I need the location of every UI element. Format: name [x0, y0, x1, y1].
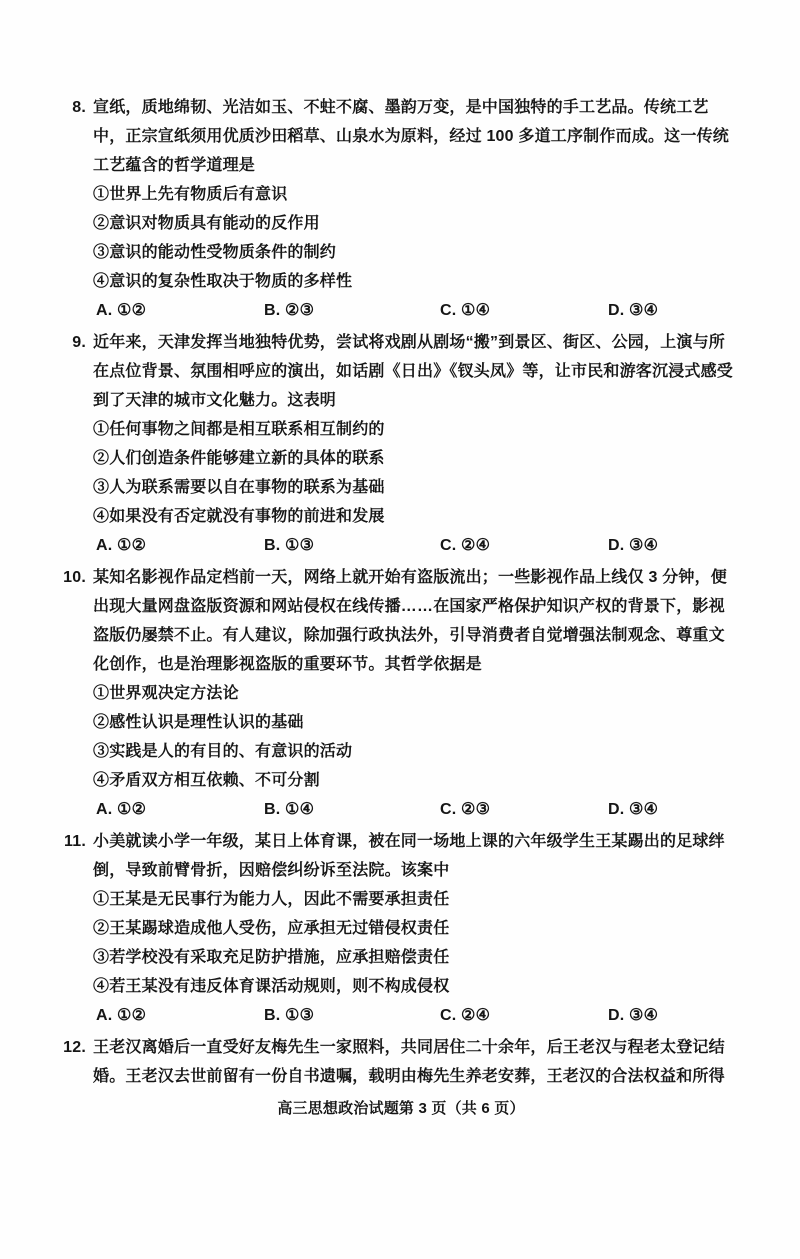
question-8	[62, 93, 740, 325]
question-10-stem	[62, 563, 740, 679]
question-11-option-c: C. ②④	[440, 1007, 491, 1024]
question-11-statement-4: ④若王某没有违反体育课活动规则，则不构成侵权	[93, 978, 450, 995]
question-10-option-d: D. ③④	[608, 801, 659, 818]
question-8-options	[93, 296, 740, 325]
question-8-stem-text: 宣纸，质地绵韧、光洁如玉、不蛀不腐、墨韵万变，是中国独特的手工艺品。传统工艺中，正宗宣纸须用优质沙田稻草、山泉水为原料，经过 100 多道工序制作而成。这一传统工艺蕴含的哲学道理是	[93, 99, 729, 174]
question-8-number: 8.	[72, 99, 86, 116]
page-footer: 高三思想政治试题第 3 页（共 6 页）	[277, 1100, 525, 1117]
question-11-stem-text: 小美就读小学一年级，某日上体育课，被在同一场地上课的六年级学生王某踢出的足球绊倒，导致前臂骨折，因赔偿纠纷诉至法院。该案中	[93, 833, 725, 879]
question-9-options	[93, 531, 740, 560]
question-10-options	[93, 795, 740, 824]
question-8-option-c: C. ①④	[440, 302, 491, 319]
question-10	[62, 563, 740, 824]
question-10-option-b: B. ①④	[264, 801, 315, 818]
question-10-statement-1: ①世界观决定方法论	[93, 685, 239, 702]
question-9-stem-text: 近年来，天津发挥当地独特优势，尝试将戏剧从剧场“搬”到景区、街区、公园，上演与所在点位背景、氛围相呼应的演出，如话剧《日出》《钗头凤》等，让市民和游客沉浸式感受到了天津的城市文化魅力。这表明	[93, 334, 734, 409]
question-11-option-d: D. ③④	[608, 1007, 659, 1024]
question-12-number: 12.	[63, 1039, 86, 1056]
question-11-option-a: A. ①②	[96, 1007, 147, 1024]
question-8-option-b: B. ②③	[264, 302, 315, 319]
question-8-option-d: D. ③④	[608, 302, 659, 319]
question-8-statement-3: ③意识的能动性受物质条件的制约	[93, 244, 337, 261]
question-9-statement-1: ①任何事物之间都是相互联系相互制约的	[93, 421, 385, 438]
question-8-option-a: A. ①②	[96, 302, 147, 319]
question-11-number: 11.	[64, 833, 86, 850]
question-11-options	[93, 1001, 740, 1030]
question-9-option-d: D. ③④	[608, 537, 659, 554]
question-11-statement-1: ①王某是无民事行为能力人，因此不需要承担责任	[93, 891, 450, 908]
question-9-stem	[62, 328, 740, 415]
question-10-statement-4: ④矛盾双方相互依赖、不可分割	[93, 772, 320, 789]
question-12	[62, 1033, 740, 1091]
question-8-statement-1: ①世界上先有物质后有意识	[93, 186, 288, 203]
question-11-stem	[62, 827, 740, 885]
question-10-option-c: C. ②③	[440, 801, 491, 818]
question-10-stem-text: 某知名影视作品定档前一天，网络上就开始有盗版流出；一些影视作品上线仅 3 分钟，便出现大量网盘盗版资源和网站侵权在线传播……在国家严格保护知识产权的背景下，影视盗版仍屡禁不止。有人建议，除加强行政执法外，引导消费者自觉增强法制观念、尊重文化创作，也是治理影视盗版的重要环节。其哲学依据是	[93, 569, 727, 673]
question-10-option-a: A. ①②	[96, 801, 147, 818]
question-8-statement-2: ②意识对物质具有能动的反作用	[93, 215, 320, 232]
question-9-option-a: A. ①②	[96, 537, 147, 554]
question-10-statement-2: ②感性认识是理性认识的基础	[93, 714, 304, 731]
question-12-stem	[62, 1033, 740, 1091]
question-11-option-b: B. ①③	[264, 1007, 315, 1024]
question-12-stem-text: 王老汉离婚后一直受好友梅先生一家照料，共同居住二十余年，后王老汉与程老太登记结婚。王老汉去世前留有一份自书遗嘱，载明由梅先生养老安葬，王老汉的合法权益和所得	[93, 1039, 725, 1085]
question-10-statement-3: ③实践是人的有目的、有意识的活动	[93, 743, 353, 760]
question-11	[62, 827, 740, 1030]
question-9-option-b: B. ①③	[264, 537, 315, 554]
question-11-statement-2: ②王某踢球造成他人受伤，应承担无过错侵权责任	[93, 920, 450, 937]
question-8-stem	[62, 93, 740, 180]
question-11-statement-3: ③若学校没有采取充足防护措施，应承担赔偿责任	[93, 949, 450, 966]
question-10-number: 10.	[63, 569, 86, 586]
question-9-statement-2: ②人们创造条件能够建立新的具体的联系	[93, 450, 385, 467]
question-9-statement-3: ③人为联系需要以自在事物的联系为基础	[93, 479, 385, 496]
question-9-statement-4: ④如果没有否定就没有事物的前进和发展	[93, 508, 385, 525]
question-9-option-c: C. ②④	[440, 537, 491, 554]
question-9	[62, 328, 740, 560]
question-9-number: 9.	[72, 334, 86, 351]
page-content	[62, 93, 740, 1121]
question-8-statement-4: ④意识的复杂性取决于物质的多样性	[93, 273, 353, 290]
